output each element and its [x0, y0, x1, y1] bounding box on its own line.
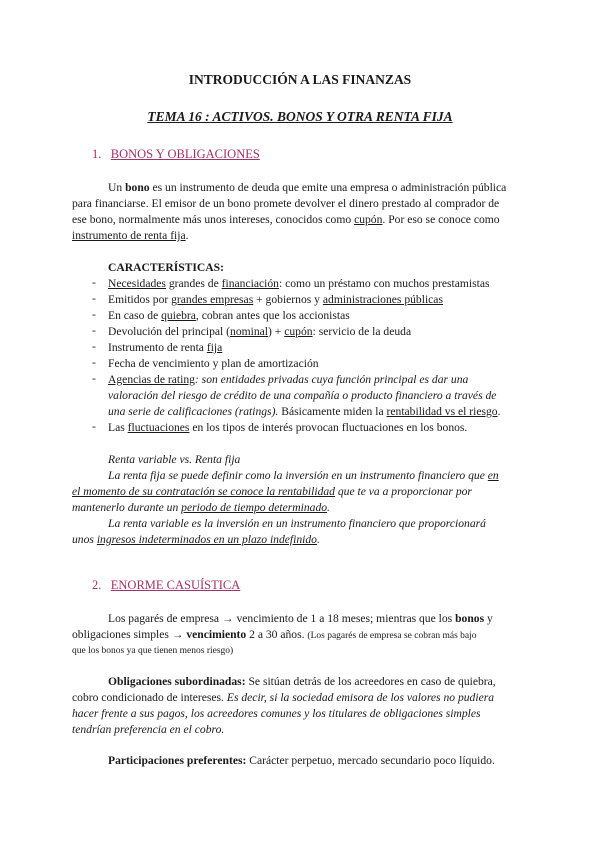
- intro-line-2: para financiarse. El emisor de un bono promete devolver el dinero prestado al comprador de: [72, 197, 500, 210]
- doc-subtitle: TEMA 16 : ACTIVOS. BONOS Y OTRA RENTA FIJA: [147, 109, 453, 124]
- section-1-heading: [92, 147, 260, 162]
- bullet-mark: -: [92, 292, 96, 305]
- bullet-mark: -: [92, 372, 96, 385]
- bullet-6: Fecha de vencimiento y plan de amortización: [108, 357, 319, 370]
- bullet-7-line-3: una serie de calificaciones (ratings). Básicamente miden la rentabilidad vs el riesgo.: [108, 405, 501, 418]
- bullet-mark: -: [92, 324, 96, 337]
- renta-line-1: La renta fija se puede definir como la inversión en un instrumento financiero que en: [108, 469, 499, 482]
- bullet-7-line-1: Agencias de rating: son entidades privadas cuya función principal es dar una: [108, 373, 469, 386]
- subordinadas-line-1: Obligaciones subordinadas: Se sitúan detrás de los acreedores en caso de quiebra,: [108, 675, 496, 688]
- pagares-line-2: obligaciones simples → vencimiento 2 a 30 años. (Los pagarés de empresa se cobran más bajo: [72, 628, 477, 641]
- bullet-8: Las fluctuaciones en los tipos de interés provocan fluctuaciones en los bonos.: [108, 421, 468, 434]
- pagares-line-1: Los pagarés de empresa → vencimiento de 1 a 18 meses; mientras que los bonos y: [108, 612, 493, 625]
- bullet-3: En caso de quiebra, cobran antes que los accionistas: [108, 309, 350, 322]
- preferentes-line: Participaciones preferentes: Carácter perpetuo, mercado secundario poco líquido.: [108, 754, 495, 767]
- intro-line-4: instrumento de renta fija.: [72, 229, 189, 242]
- subordinadas-line-2: cobro condicionado de intereses. Es decir, si la sociedad emisora de los valores no pudiera: [72, 691, 495, 704]
- bullet-1: Necesidades grandes de financiación: como un préstamo con muchos prestamistas: [108, 277, 490, 290]
- section-2-number: 2.: [92, 578, 102, 592]
- bullet-4: Devolución del principal (nominal) + cupón: servicio de la deuda: [108, 325, 412, 338]
- section-2-title: ENORME CASUÍSTICA: [110, 578, 241, 592]
- intro-line-3: ese bono, normalmente más unos intereses, conocidos como cupón. Por eso se conoce como: [72, 213, 500, 226]
- section-1-title: BONOS Y OBLIGACIONES: [110, 147, 260, 161]
- doc-title: INTRODUCCIÓN A LAS FINANZAS: [188, 72, 412, 87]
- subordinadas-line-4: tendrían preferencia en el cobro.: [72, 723, 225, 736]
- subordinadas-line-3: hacer frente a sus pagos, los acreedores comunes y los titulares de obligaciones simples: [72, 707, 481, 720]
- intro-line-1: Un bono es un instrumento de deuda que emite una empresa o administración pública: [108, 181, 507, 194]
- bullet-mark: -: [92, 420, 96, 433]
- bullet-mark: -: [92, 356, 96, 369]
- renta-line-3: mantenerlo durante un periodo de tiempo determinado.: [72, 501, 330, 514]
- bullet-5: Instrumento de renta fija: [108, 341, 223, 354]
- bullet-mark: -: [92, 340, 96, 353]
- bullet-mark: -: [92, 276, 96, 289]
- bullet-2: Emitidos por grandes empresas + gobiernos y administraciones públicas: [108, 293, 443, 306]
- renta-line-2: el momento de su contratación se conoce la rentabilidad que te va a proporcionar por: [72, 485, 472, 498]
- bullet-7-line-2: valoración del riesgo de crédito de una compañía o producto financiero a través de: [108, 389, 497, 402]
- section-2-heading: [92, 578, 240, 593]
- characteristics-heading: CARACTERÍSTICAS:: [108, 261, 224, 274]
- bullet-mark: -: [92, 308, 96, 321]
- pagares-line-3: que los bonos ya que tienen menos riesgo): [72, 646, 234, 656]
- renta-heading: Renta variable vs. Renta fija: [108, 453, 241, 466]
- renta-line-5: unos ingresos indeterminados en un plazo indefinido.: [72, 533, 320, 546]
- section-1-number: 1.: [92, 147, 102, 161]
- renta-line-4: La renta variable es la inversión en un instrumento financiero que proporcionará: [108, 517, 486, 530]
